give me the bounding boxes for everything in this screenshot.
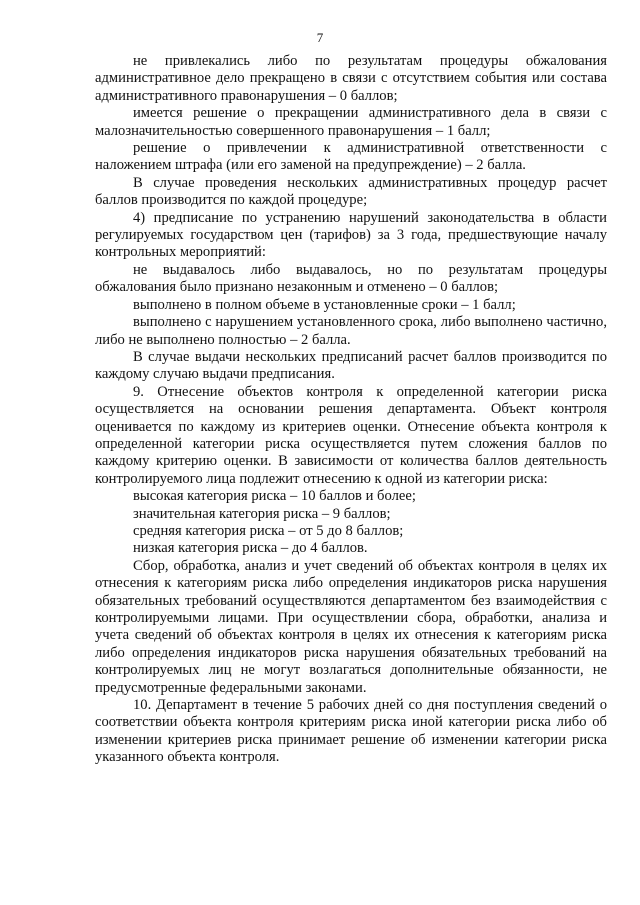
paragraph: 9. Отнесение объектов контроля к определенной категории риска осуществляется на основании решения департамента. Объект контроля оценивается по каждому из критериев оценки. Отнесение объекта контроля к определенной категории риска осуществляется путем сложения баллов по каждому критерию оценки. В зависимости от количества баллов деятельность контролируемого лица подлежит отнесению к одной из категории риска: <box>95 383 607 487</box>
paragraph: Сбор, обработка, анализ и учет сведений об объектах контроля в целях их отнесения к категориям риска либо определения индикаторов риска нарушения обязательных требований осуществляются департаментом без взаимодействия с контролируемыми лицами. При осуществлении сбора, обработки, анализа и учета сведений об объектах контроля в целях их отнесения к категориям риска либо определения индикаторов риска нарушения обязательных требований на контролируемых лиц не могут возлагаться дополнительные обязанности, не предусмотренные федеральными законами. <box>95 557 607 696</box>
paragraph: высокая категория риска – 10 баллов и более; <box>133 488 416 505</box>
paragraph: имеется решение о прекращении административного дела в связи с малозначительностью совершенного правонарушения – 1 балл; <box>95 105 607 139</box>
paragraph: решение о привлечении к административной ответственности с наложением штрафа (или его заменой на предупреждение) – 2 балла. <box>95 140 607 174</box>
paragraph: значительная категория риска – 9 баллов; <box>133 505 391 522</box>
paragraph: 10. Департамент в течение 5 рабочих дней со дня поступления сведений о соответствии объекта контроля критериям риска иной категории риска либо об изменении критериев риска принимает решение об изменении категории риска указанного объекта контроля. <box>95 697 607 766</box>
paragraph: выполнено в полном объеме в установленные сроки – 1 балл; <box>133 296 516 313</box>
paragraph: выполнено с нарушением установленного срока, либо выполнено частично, либо не выполнено полностью – 2 балла. <box>95 314 607 348</box>
paragraph: не привлекались либо по результатам процедуры обжалования административное дело прекращено в связи с отсутствием события или состава административного правонарушения – 0 баллов; <box>95 53 607 104</box>
paragraph: В случае проведения нескольких административных процедур расчет баллов производится по каждой процедуре; <box>95 174 607 209</box>
page-number: 7 <box>316 30 324 45</box>
paragraph: средняя категория риска – от 5 до 8 баллов; <box>133 522 404 539</box>
paragraph: низкая категория риска – до 4 баллов. <box>133 540 368 557</box>
paragraph: 4) предписание по устранению нарушений законодательства в области регулируемых государством цен (тарифов) за 3 года, предшествующие началу контрольных мероприятий: <box>95 209 607 261</box>
document-body <box>95 53 607 767</box>
paragraph: не выдавалось либо выдавалось, но по результатам процедуры обжалования было признано незаконным и отменено – 0 баллов; <box>95 261 607 296</box>
paragraph: В случае выдачи нескольких предписаний расчет баллов производится по каждому случаю выдачи предписания. <box>95 348 607 383</box>
